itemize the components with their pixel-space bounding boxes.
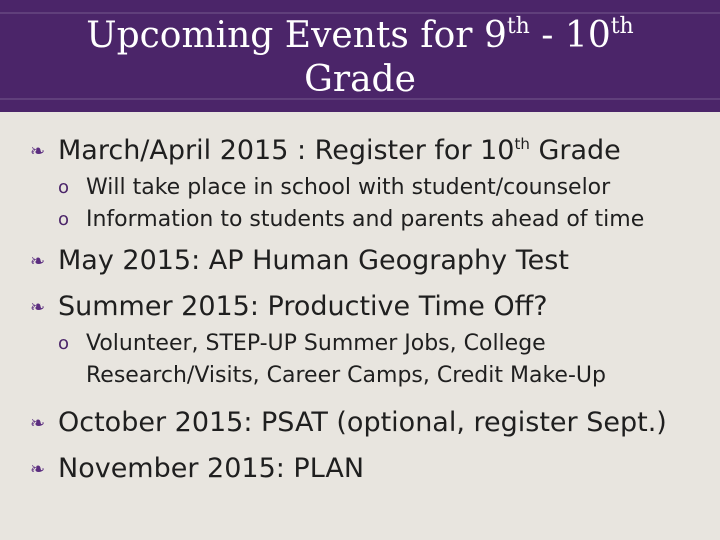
- sub-bullet-text: Information to students and parents ahead of time: [86, 207, 645, 232]
- fleuron-icon: ❧: [30, 297, 46, 318]
- bullet-item: [30, 132, 710, 172]
- sub-bullet-text: Volunteer, STEP-UP Summer Jobs, College Research/Visits, Career Camps, Credit Make-Up: [86, 331, 606, 388]
- fleuron-icon: ❧: [30, 251, 46, 272]
- sub-bullet-item: [30, 172, 710, 204]
- bullet-item: [30, 288, 710, 328]
- slide-title: [0, 14, 720, 102]
- bullet-text: March/April 2015 : Register for 10th Grade: [58, 135, 621, 166]
- bullet-text: October 2015: PSAT (optional, register Sept.): [58, 407, 667, 438]
- title-line-2: Grade: [304, 59, 416, 100]
- bullet-text: November 2015: PLAN: [58, 453, 365, 484]
- bullet-text: Summer 2015: Productive Time Off?: [58, 291, 548, 322]
- bullet-text: May 2015: AP Human Geography Test: [58, 245, 569, 276]
- sub-bullet-text: Will take place in school with student/counselor: [86, 175, 611, 200]
- title-line-1: Upcoming Events for 9th - 10th: [86, 14, 634, 56]
- fleuron-icon: ❧: [30, 459, 46, 480]
- sub-bullet-item: [30, 328, 710, 392]
- sub-bullet-item: [30, 204, 710, 236]
- bullet-list: [30, 132, 710, 490]
- title-band: [0, 0, 720, 112]
- fleuron-icon: ❧: [30, 413, 46, 434]
- bullet-item: [30, 450, 710, 490]
- circle-o-icon: o: [58, 333, 70, 354]
- circle-o-icon: o: [58, 209, 70, 230]
- circle-o-icon: o: [58, 177, 70, 198]
- bullet-item: [30, 404, 710, 444]
- bullet-item: [30, 242, 710, 282]
- fleuron-icon: ❧: [30, 141, 46, 162]
